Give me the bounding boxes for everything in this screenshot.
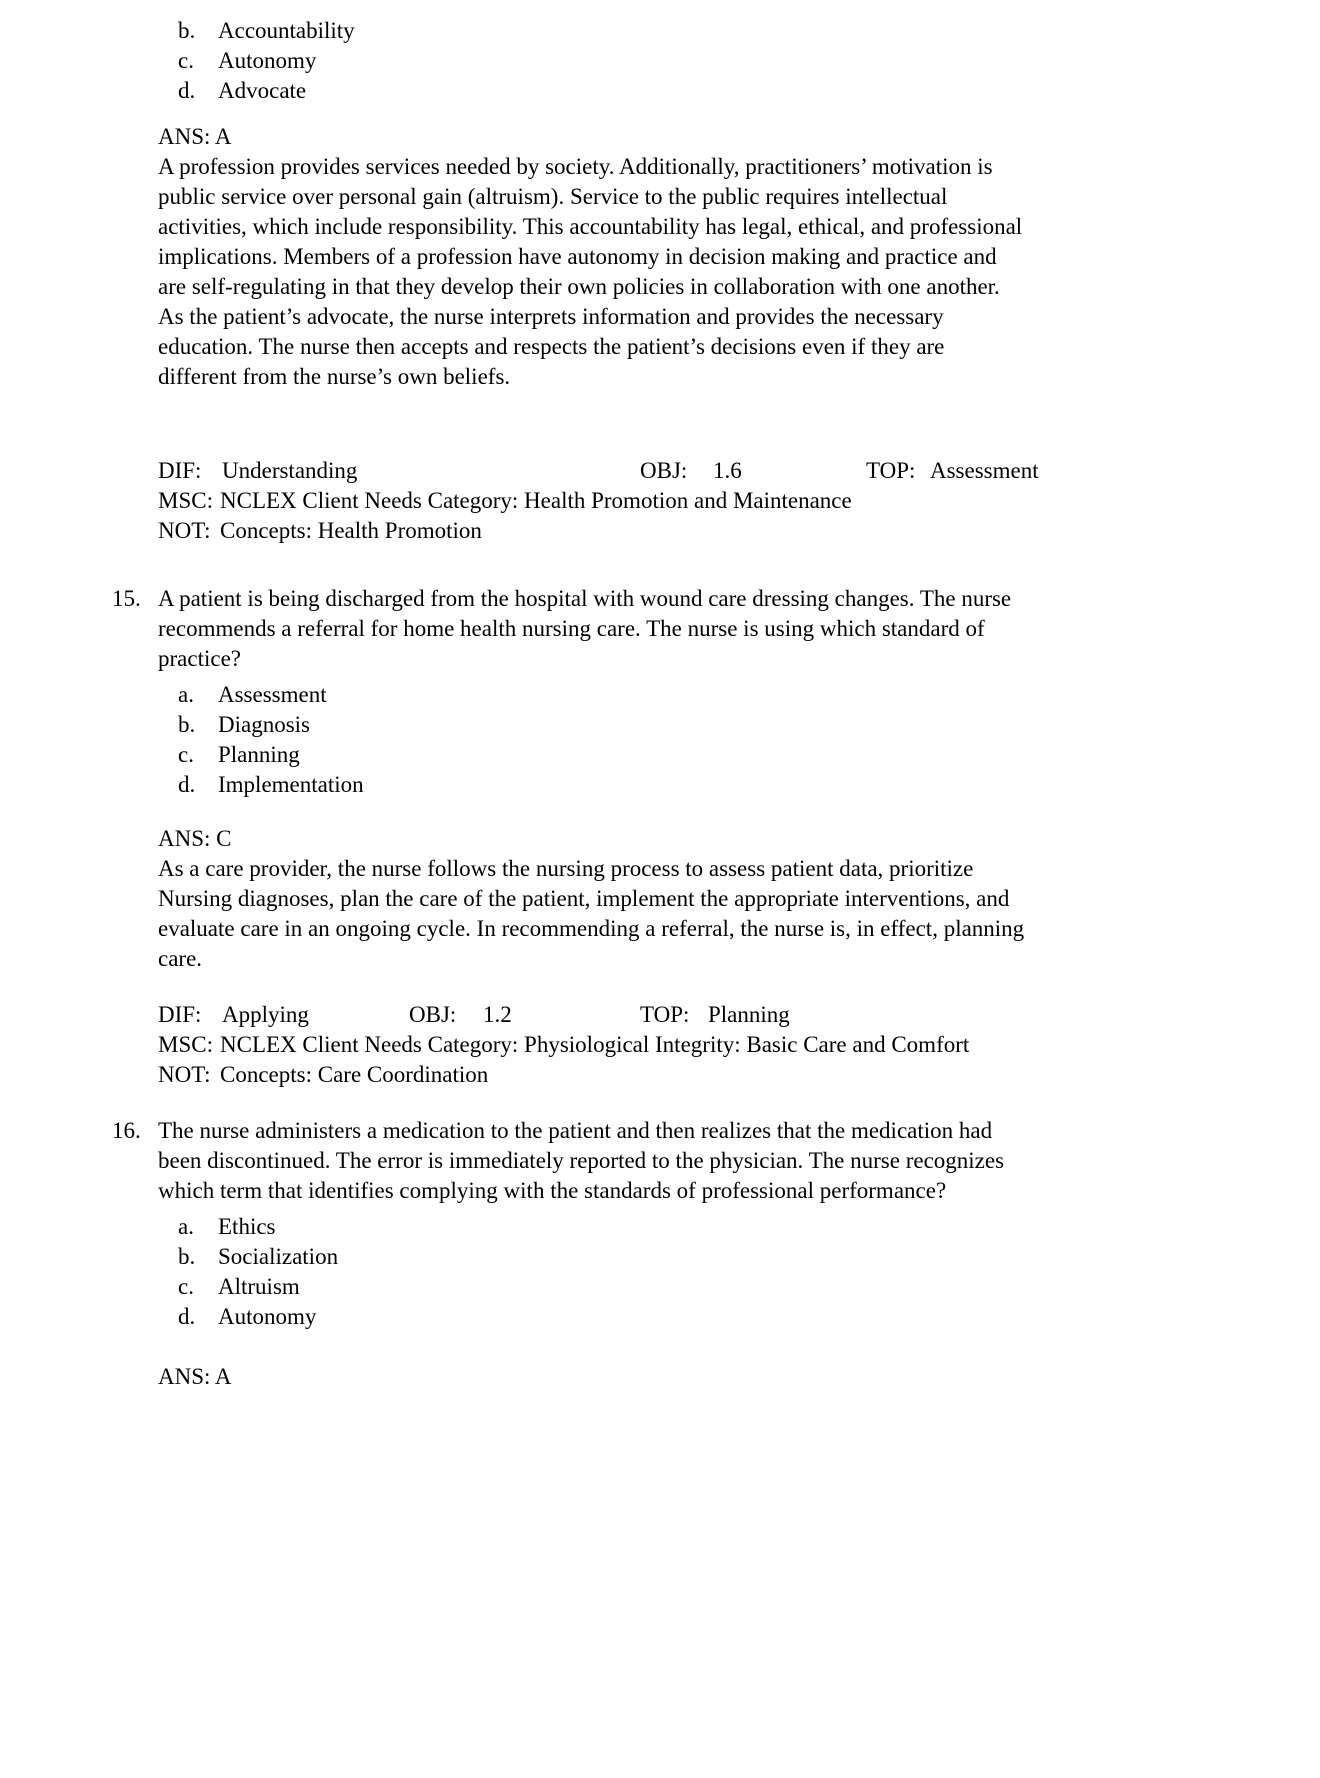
dif-label: DIF: xyxy=(158,1002,202,1027)
option-text: Accountability xyxy=(218,18,355,43)
msc-value: NCLEX Client Needs Category: Physiological Integrity: Basic Care and Comfort xyxy=(220,1032,970,1057)
rationale-text: A profession provides services needed by society. Additionally, practitioners’ motivation is public service over personal gain (altruism). Service to the public requires intellectual activities, which include responsibility. This accountability has legal, ethical, and professional implications. Members of a profession have autonomy in decision making and practice and are self-regulating in that they develop their own policies in collaboration with one another. As the patient’s advocate, the nurse interprets information and provides the necessary education. The nurse then accepts and respects the patient’s decisions even if they are different from the nurse’s own beliefs. xyxy=(158,154,1023,389)
option-letter: b. xyxy=(178,1244,196,1269)
option-letter: d. xyxy=(178,772,196,797)
top-value: Planning xyxy=(708,1002,790,1027)
top-label: TOP: xyxy=(866,458,916,483)
msc-label: MSC: xyxy=(158,1032,213,1057)
option-letter: c. xyxy=(178,742,194,767)
msc-value: NCLEX Client Needs Category: Health Promotion and Maintenance xyxy=(220,488,852,513)
question-stem: The nurse administers a medication to the patient and then realizes that the medication had been discontinued. The error is immediately reported to the physician. The nurse recognizes which term that identifies complying with the standards of professional performance? xyxy=(158,1118,1005,1203)
msc-row xyxy=(158,1030,1320,1060)
option-row xyxy=(178,46,1320,76)
option-letter: d. xyxy=(178,78,196,103)
msc-row xyxy=(158,486,1320,516)
not-row xyxy=(158,1060,1320,1090)
option-row xyxy=(178,1272,1320,1302)
option-text: Implementation xyxy=(218,772,364,797)
not-row xyxy=(158,516,1320,546)
msc-label: MSC: xyxy=(158,488,213,513)
question-number: 16. xyxy=(112,1118,141,1143)
option-text: Ethics xyxy=(218,1214,276,1239)
option-text: Assessment xyxy=(218,682,327,707)
top-label: TOP: xyxy=(640,1002,690,1027)
option-text: Socialization xyxy=(218,1244,339,1269)
obj-value: 1.6 xyxy=(713,458,742,483)
option-letter: c. xyxy=(178,48,194,73)
not-value: Concepts: Health Promotion xyxy=(220,518,482,543)
rationale-text: As a care provider, the nurse follows the nursing process to assess patient data, prioritize Nursing diagnoses, plan the care of the patient, implement the appropriate interventions, and evaluate care in an ongoing cycle. In recommending a referral, the nurse is, in effect, planning care. xyxy=(158,856,1025,971)
obj-value: 1.2 xyxy=(483,1002,512,1027)
top-value: Assessment xyxy=(930,458,1039,483)
option-row xyxy=(178,16,1320,46)
question-number: 15. xyxy=(112,586,141,611)
dif-value: Understanding xyxy=(222,458,358,483)
answer-line: ANS: A xyxy=(158,1364,232,1389)
question-16 xyxy=(0,1116,1320,1392)
option-row xyxy=(178,1212,1320,1242)
dif-obj-top-row xyxy=(158,456,1320,486)
option-text: Advocate xyxy=(218,78,307,103)
option-letter: b. xyxy=(178,18,196,43)
option-row xyxy=(178,76,1320,106)
option-row xyxy=(178,740,1320,770)
answer-line: ANS: C xyxy=(158,826,232,851)
obj-label: OBJ: xyxy=(409,1002,457,1027)
option-row xyxy=(178,1302,1320,1332)
option-text: Autonomy xyxy=(218,1304,317,1329)
option-row xyxy=(178,770,1320,800)
option-text: Planning xyxy=(218,742,300,767)
answer-options xyxy=(178,680,1320,800)
option-text: Altruism xyxy=(218,1274,300,1299)
dif-label: DIF: xyxy=(158,458,202,483)
not-value: Concepts: Care Coordination xyxy=(220,1062,489,1087)
not-label: NOT: xyxy=(158,1062,211,1087)
option-text: Autonomy xyxy=(218,48,317,73)
option-row xyxy=(178,680,1320,710)
question-14-fragment xyxy=(0,16,1320,546)
question-stem: A patient is being discharged from the hospital with wound care dressing changes. The nurse recommends a referral for home health nursing care. The nurse is using which standard of practice? xyxy=(158,586,1012,671)
option-letter: a. xyxy=(178,682,194,707)
answer-line: ANS: A xyxy=(158,124,232,149)
obj-label: OBJ: xyxy=(640,458,688,483)
question-stem-row xyxy=(0,584,1320,674)
question-stem-row xyxy=(0,1116,1320,1206)
option-letter: d. xyxy=(178,1304,196,1329)
not-label: NOT: xyxy=(158,518,211,543)
answer-options xyxy=(178,1212,1320,1332)
option-row xyxy=(178,710,1320,740)
answer-options xyxy=(178,16,1320,106)
option-text: Diagnosis xyxy=(218,712,310,737)
option-row xyxy=(178,1242,1320,1272)
option-letter: b. xyxy=(178,712,196,737)
dif-value: Applying xyxy=(222,1002,309,1027)
question-15 xyxy=(0,584,1320,1090)
option-letter: c. xyxy=(178,1274,194,1299)
option-letter: a. xyxy=(178,1214,194,1239)
dif-obj-top-row xyxy=(158,1000,1320,1030)
